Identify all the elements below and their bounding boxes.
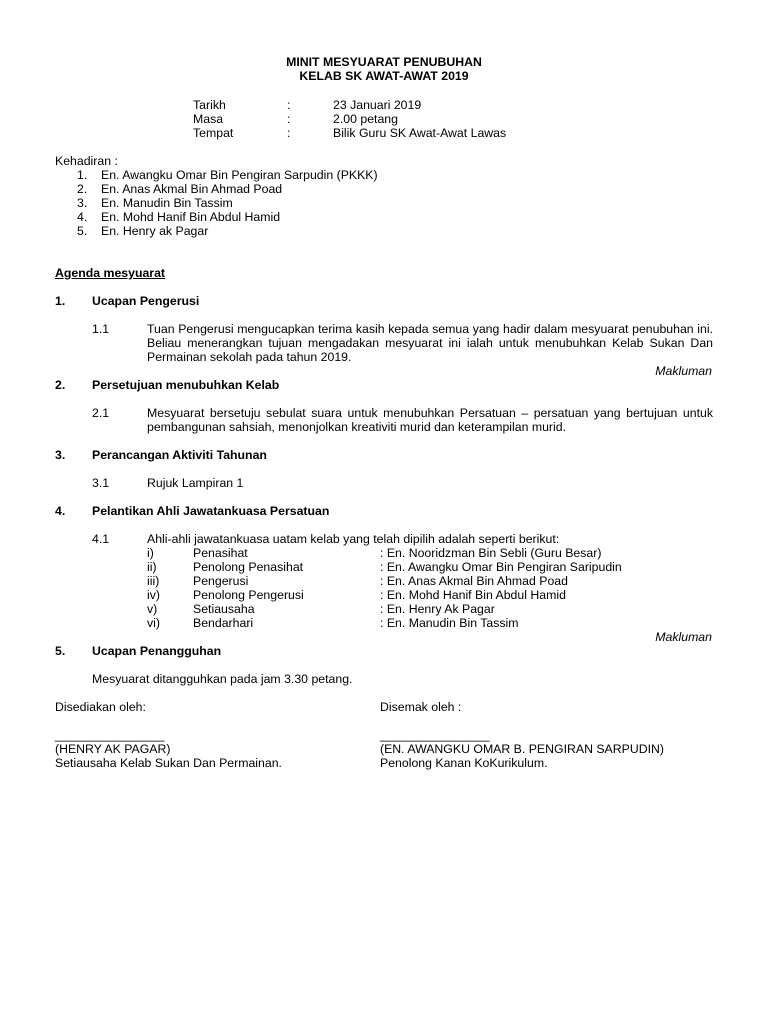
checked-by-label: Disemak oleh :: [380, 700, 462, 714]
committee-role: Setiausaha: [193, 602, 255, 616]
committee-name: : En. Awangku Omar Bin Pengiran Saripudin: [380, 560, 622, 574]
section-title: Ucapan Pengerusi: [92, 294, 200, 308]
section-number: 5.: [55, 644, 66, 658]
committee-name: : En. Henry Ak Pagar: [380, 602, 495, 616]
signature-line: ________________: [380, 728, 490, 742]
section-text: Mesyuarat ditangguhkan pada jam 3.30 petang.: [92, 672, 353, 686]
signatory-position: Penolong Kanan KoKurikulum.: [380, 756, 548, 770]
section-text: Rujuk Lampiran 1: [147, 476, 244, 490]
section-number: 1.: [55, 294, 66, 308]
signatory-position: Setiausaha Kelab Sukan Dan Permainan.: [55, 756, 282, 770]
attendance-name: En. Awangku Omar Bin Pengiran Sarpudin (PKKK): [101, 168, 378, 182]
committee-name: : En. Anas Akmal Bin Ahmad Poad: [380, 574, 568, 588]
subsection-number: 1.1: [92, 322, 110, 336]
attendance-num: 5.: [77, 224, 88, 238]
section-title: Ucapan Penangguhan: [92, 644, 222, 658]
meta-label-place: Tempat: [193, 126, 234, 140]
subsection-number: 3.1: [92, 476, 110, 490]
committee-name: : En. Nooridzman Bin Sebli (Guru Besar): [380, 546, 602, 560]
section-text: Ahli-ahli jawatankuasa uatam kelab yang telah dipilih adalah seperti berikut:: [147, 532, 560, 546]
meta-sep: :: [287, 98, 291, 112]
committee-role: Penolong Pengerusi: [193, 588, 304, 602]
committee-role: Penasihat: [193, 546, 248, 560]
meta-value-date: 23 Januari 2019: [333, 98, 422, 112]
attendance-num: 1.: [77, 168, 88, 182]
subsection-number: 4.1: [92, 532, 110, 546]
committee-roman: v): [147, 602, 158, 616]
section-number: 4.: [55, 504, 66, 518]
committee-roman: iii): [147, 574, 160, 588]
section-title: Pelantikan Ahli Jawatankuasa Persatuan: [92, 504, 330, 518]
subsection-number: 2.1: [92, 406, 110, 420]
title-line-2: KELAB SK AWAT-AWAT 2019: [299, 69, 469, 83]
meta-value-place: Bilik Guru SK Awat-Awat Lawas: [333, 126, 507, 140]
attendance-heading: Kehadiran :: [55, 154, 118, 168]
committee-roman: i): [147, 546, 154, 560]
meta-label-date: Tarikh: [193, 98, 226, 112]
committee-name: : En. Mohd Hanif Bin Abdul Hamid: [380, 588, 566, 602]
meta-value-time: 2.00 petang: [333, 112, 398, 126]
section-title: Perancangan Aktiviti Tahunan: [92, 448, 267, 462]
meta-sep: :: [287, 112, 291, 126]
meta-label-time: Masa: [193, 112, 224, 126]
agenda-heading: Agenda mesyuarat: [55, 266, 166, 280]
section-title: Persetujuan menubuhkan Kelab: [92, 378, 280, 392]
note-makluman: Makluman: [655, 364, 712, 378]
committee-role: Penolong Penasihat: [193, 560, 304, 574]
committee-roman: ii): [147, 560, 157, 574]
note-makluman: Makluman: [655, 630, 712, 644]
committee-roman: iv): [147, 588, 160, 602]
attendance-num: 3.: [77, 196, 88, 210]
attendance-name: En. Manudin Bin Tassim: [101, 196, 233, 210]
title-line-1: MINIT MESYUARAT PENUBUHAN: [286, 55, 482, 69]
committee-role: Bendarhari: [193, 616, 254, 630]
attendance-name: En. Henry ak Pagar: [101, 224, 209, 238]
signatory-name: (HENRY AK PAGAR): [55, 742, 171, 756]
section-text: Tuan Pengerusi mengucapkan terima kasih kepada semua yang hadir dalam mesyuarat penubuhan ini. Beliau menerangkan tujuan mengadakan mesyuarat ini ialah untuk menubuhkan Kelab Sukan Dan Permainan sekolah pada tahun 2019.: [147, 322, 713, 364]
section-text: Mesyuarat bersetuju sebulat suara untuk menubuhkan Persatuan – persatuan yang bertujuan untuk pembangunan sahsiah, menonjolkan kreativiti murid dan keterampilan murid.: [147, 406, 713, 434]
attendance-name: En. Mohd Hanif Bin Abdul Hamid: [101, 210, 281, 224]
meta-sep: :: [287, 126, 291, 140]
attendance-num: 4.: [77, 210, 88, 224]
section-number: 2.: [55, 378, 66, 392]
section-number: 3.: [55, 448, 66, 462]
committee-name: : En. Manudin Bin Tassim: [380, 616, 519, 630]
committee-role: Pengerusi: [193, 574, 249, 588]
prepared-by-label: Disediakan oleh:: [55, 700, 146, 714]
committee-roman: vi): [147, 616, 160, 630]
attendance-num: 2.: [77, 182, 88, 196]
signatory-name: (EN. AWANGKU OMAR B. PENGIRAN SARPUDIN): [380, 742, 664, 756]
signature-line: ________________: [55, 728, 165, 742]
attendance-name: En. Anas Akmal Bin Ahmad Poad: [101, 182, 283, 196]
